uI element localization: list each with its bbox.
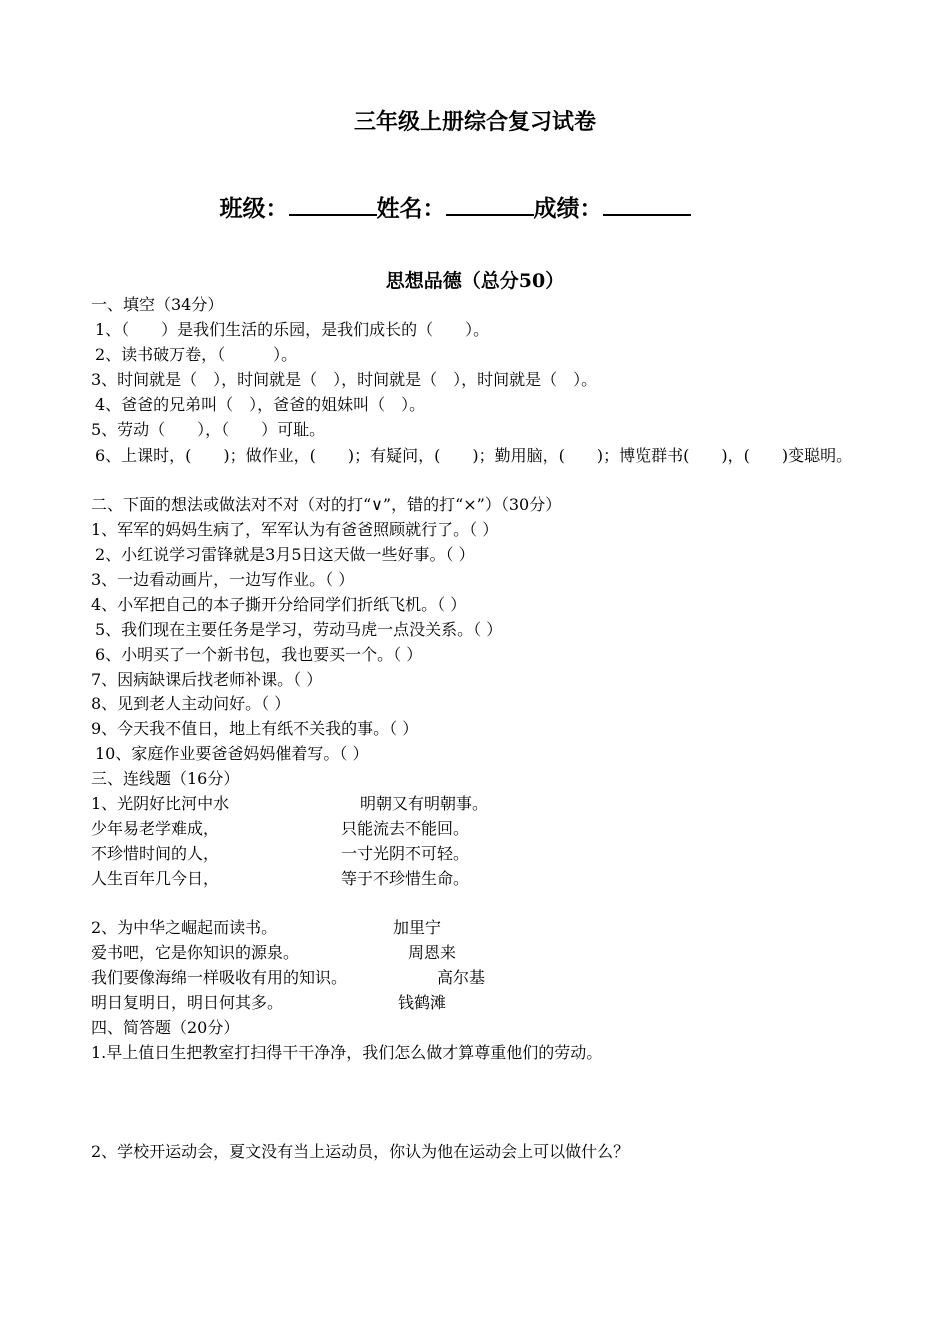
match-left-item: 明日复明日，明日何其多。 bbox=[91, 993, 284, 1012]
part2-item: 8、见到老人主动问好。（ ） bbox=[91, 694, 291, 713]
match-right-item: 一寸光阴不可轻。 bbox=[341, 844, 470, 863]
part1-q1: 1、（ ）是我们生活的乐园，是我们成长的（ ）。 bbox=[95, 320, 490, 339]
part2-item: 7、因病缺课后找老师补课。（ ） bbox=[91, 670, 323, 689]
match-left-item: 不珍惜时间的人， bbox=[91, 844, 220, 863]
match-right-item: 只能流去不能回。 bbox=[341, 819, 470, 838]
match-right-item: 高尔基 bbox=[437, 968, 486, 987]
student-info-row bbox=[0, 188, 910, 229]
match-left-item: 1、光阴好比河中水 bbox=[91, 794, 230, 813]
part4-q1: 1.早上值日生把教室打扫得干干净净，我们怎么做才算尊重他们的劳动。 bbox=[91, 1043, 603, 1062]
part2-item: 4、小军把自己的本子撕开分给同学们折纸飞机。（ ） bbox=[91, 595, 467, 614]
part2-item: 6、小明买了一个新书包，我也要买一个。（ ） bbox=[95, 645, 423, 664]
score-blank[interactable] bbox=[603, 188, 691, 216]
part2-item: 3、一边看动画片，一边写作业。（ ） bbox=[91, 570, 355, 589]
name-blank[interactable] bbox=[446, 188, 534, 216]
part2-item: 2、小红说学习雷锋就是3月5日这天做一些好事。（ ） bbox=[95, 545, 475, 564]
part1-q2: 2、读书破万卷，（ ）。 bbox=[95, 345, 298, 364]
part1-q3: 3、时间就是（ ），时间就是（ ），时间就是（ ），时间就是（ ）。 bbox=[91, 370, 598, 389]
match-left-item: 我们要像海绵一样吸收有用的知识。 bbox=[91, 968, 348, 987]
match-left-item: 爱书吧，它是你知识的源泉。 bbox=[91, 943, 300, 962]
part1-q5: 5、劳动（ ），（ ）可耻。 bbox=[91, 420, 326, 439]
part2-item: 1、军军的妈妈生病了，军军认为有爸爸照顾就行了。（ ） bbox=[91, 520, 499, 539]
section-title: 思想品德（总分50） bbox=[385, 270, 565, 292]
match-left-item: 人生百年几今日， bbox=[91, 869, 220, 888]
match-right-item: 钱鹤滩 bbox=[398, 993, 447, 1012]
part3-heading: 三、连线题（16分） bbox=[91, 769, 240, 788]
part2-item: 10、家庭作业要爸爸妈妈催着写。（ ） bbox=[95, 744, 369, 763]
page-title: 三年级上册综合复习试卷 bbox=[353, 109, 596, 135]
part1-q6: 6、上课时，( )；做作业，( )；有疑问，( )；勤用脑，( )；博览群书( )，( )变聪明。 bbox=[95, 446, 853, 465]
part2-item: 9、今天我不值日，地上有纸不关我的事。（ ） bbox=[91, 719, 419, 738]
part1-heading: 一、填空（34分） bbox=[91, 295, 224, 314]
match-right-item: 等于不珍惜生命。 bbox=[341, 869, 470, 888]
class-blank[interactable] bbox=[289, 188, 377, 216]
part1-q4: 4、爸爸的兄弟叫（ ），爸爸的姐妹叫（ ）。 bbox=[95, 395, 426, 414]
part4-q2: 2、学校开运动会，夏文没有当上运动员，你认为他在运动会上可以做什么？ bbox=[91, 1142, 630, 1161]
match-right-item: 明朝又有明朝事。 bbox=[360, 794, 489, 813]
part4-heading: 四、简答题（20分） bbox=[91, 1018, 240, 1037]
match-right-item: 加里宁 bbox=[393, 918, 442, 937]
name-label: 姓名： bbox=[376, 195, 446, 222]
match-left-item: 少年易老学难成， bbox=[91, 819, 220, 838]
part2-heading: 二、下面的想法或做法对不对（对的打“∨”，错的打“×”）（30分） bbox=[91, 495, 562, 514]
match-right-item: 周恩来 bbox=[408, 943, 457, 962]
part2-item: 5、我们现在主要任务是学习，劳动马虎一点没关系。（ ） bbox=[95, 620, 503, 639]
match-left-item: 2、为中华之崛起而读书。 bbox=[91, 918, 278, 937]
score-label: 成绩： bbox=[533, 195, 603, 222]
class-label: 班级： bbox=[219, 195, 289, 222]
